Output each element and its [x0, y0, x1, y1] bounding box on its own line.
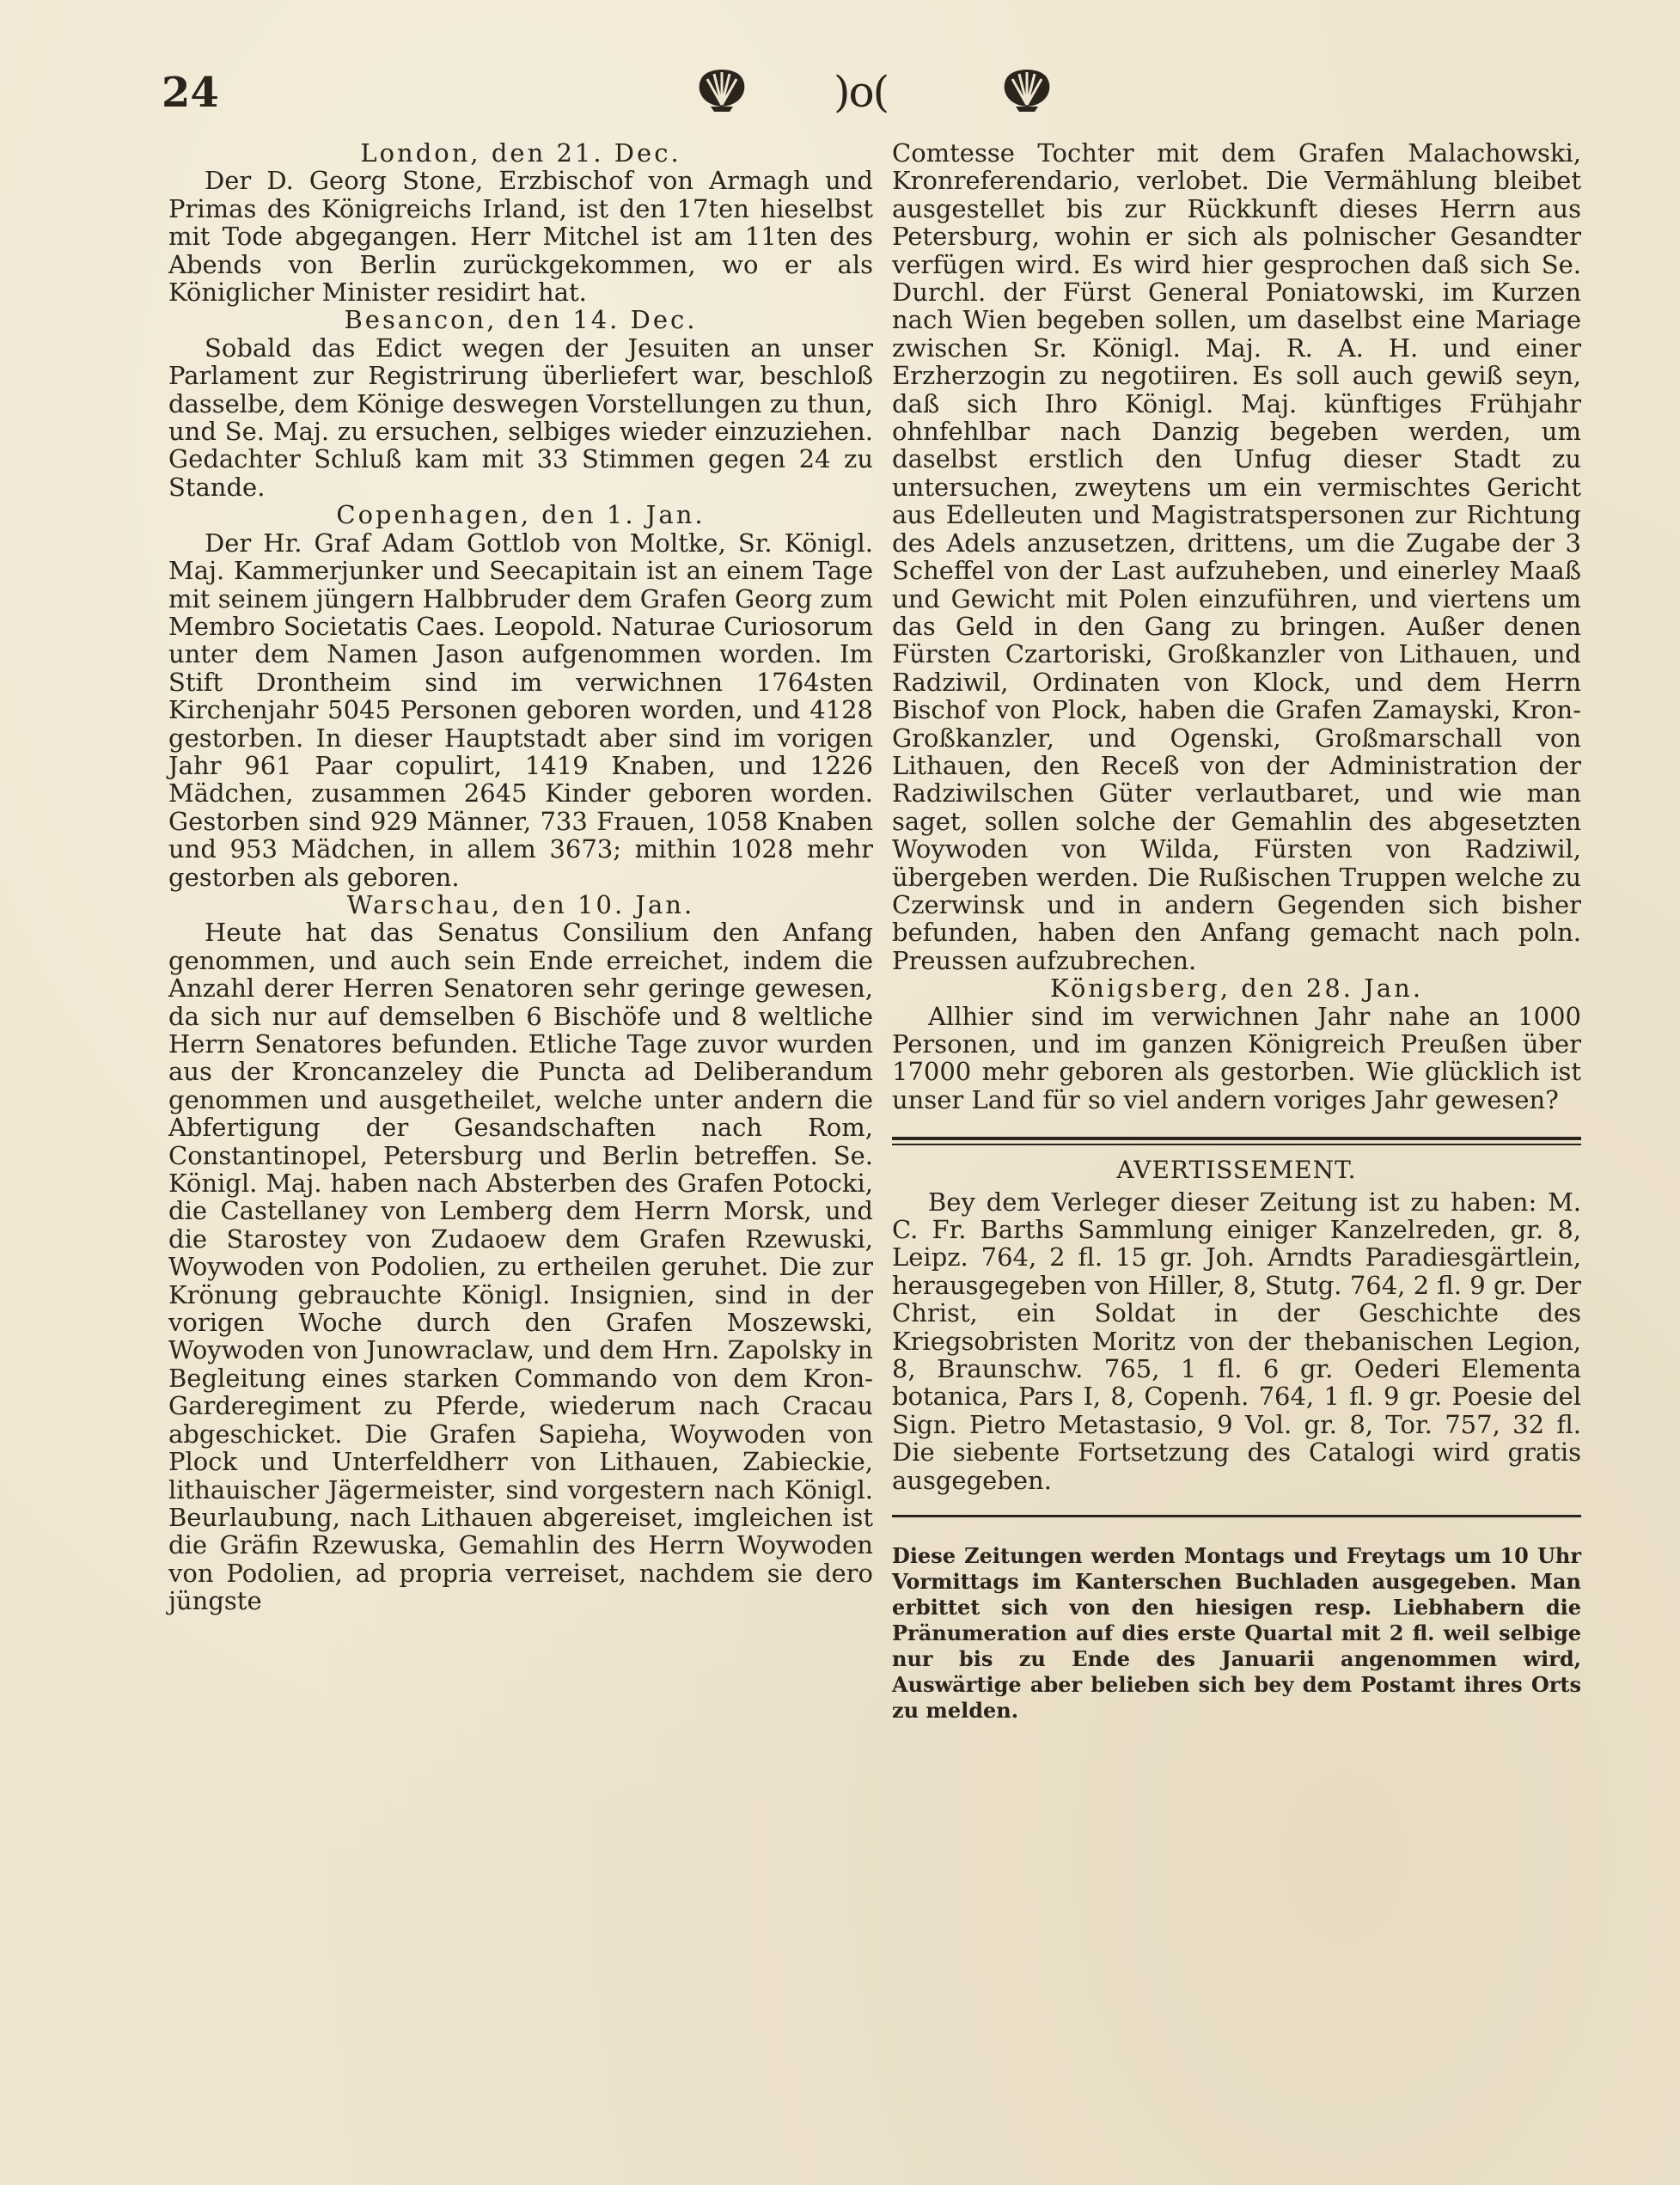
dateline-copenhagen: Copenhagen, den 1. Jan. — [336, 500, 706, 530]
shell-ornament-left-icon — [692, 62, 752, 113]
article-warschau: Heute hat das Senatus Consilium den Anfang genommen, und auch sein Ende erreichet, indem die Anzahl derer Herren Senatoren sehr geringe gewesen, da sich nur auf demselben 6 Bischöfe und 8 weltliche Herrn Senatores befunden. Etliche Tage zuvor wurden aus der Kroncanzeley die Puncta ad Deliberandum genommen und ausgetheilet, welche unter andern die Abfertigung der Gesandschaften nach Rom, Constantinopel, Petersburg und Berlin betreffen. Se. Königl. Maj. haben nach Absterben des Grafen Potocki, die Castellaney von Lemberg dem Herrn Morsk, und die Starostey von Zudaoew dem Grafen Rzewuski, Woywoden von Podolien, zu ertheilen geruhet. Die zur Krönung gebrauchte Königl. Insignien, sind in der vorigen Woche durch den Grafen Moszewski, Woywoden von Junowraclaw, und dem Hrn. Zapolsky in Begleitung eines starken Commando von dem Kron-Garderegiment zu Pferde, wiederum nach Cracau abgeschicket. Die Grafen Sapieha, Woywoden von Plock und Unterfeldherr von Lithauen, Zabieckie, lithauischer Jägermeister, sind vorgestern nach Königl. Beurlaubung, nach Lithauen abgereiset, imgleichen ist die Gräfin Rzewuska, Gemahlin des Herrn Woywoden von Podolien, ad propria verreiset, nachdem sie dero jüngste — [168, 918, 873, 1616]
dateline-london: London, den 21. Dec. — [360, 138, 681, 168]
article-warschau-continued: Comtesse Tochter mit dem Grafen Malachowski, Kronreferendario, verlobet. Die Vermählung bleibet ausgestellet bis zur Rückkunft dieses Herrn aus Petersburg, wohin er sich als polnischer Gesandter verfügen wird. Es wird hier gesprochen daß sich Se. Durchl. der Fürst General Poniatowski, im Kurzen nach Wien begeben sollen, um daselbst eine Mariage zwischen Sr. Königl. Maj. R. A. H. und einer Erzherzogin zu negotiiren. Es soll auch gewiß seyn, daß sich Ihro Königl. Maj. künftiges Frühjahr ohnfehlbar nach Danzig begeben werden, um daselbst erstlich den Unfug dieser Stadt zu untersuchen, zweytens um ein vermischtes Gericht aus Edelleuten und Magistratspersonen zur Richtung des Adels anzusetzen, drittens, um die Zugabe der 3 Scheffel von der Last aufzuheben, und einerley Maaß und Gewicht mit Polen einzuführen, und viertens um das Geld in den Gang zu bringen. Außer denen Fürsten Czartoriski, Großkanzler von Lithauen, und Radziwil, Ordinaten von Klock, und dem Herrn Bischof von Plock, haben die Grafen Zamayski, Kron-Großkanzler, und Ogenski, Großmarschall von Lithauen, den Receß von der Administration der Radziwilschen Güter verlautbaret, und wie man saget, sollen solche der Gemahlin des abgesetzten Woywoden von Wilda, Fürsten von Radziwil, übergeben werden. Die Rußischen Truppen welche zu Czerwinsk und in andern Gegenden sich bisher befunden, haben den Anfang gemacht nach poln. Preussen aufzubrechen. — [892, 138, 1581, 975]
dateline-warschau: Warschau, den 10. Jan. — [346, 889, 695, 919]
article-besancon: Sobald das Edict wegen der Jesuiten an unser Parlament zur Registrirung überliefert war, beschloß dasselbe, dem Könige deswegen Vorstellungen zu thun, und Se. Maj. zu ersuchen, selbiges wieder einzuziehen. Gedachter Schluß kam mit 33 Stimmen gegen 24 zu Stande. — [168, 333, 873, 502]
dateline-besancon: Besancon, den 14. Dec. — [344, 305, 698, 335]
avertissement-text: Bey dem Verleger dieser Zeitung ist zu haben: M. C. Fr. Barths Sammlung einiger Kanzelreden, gr. 8, Leipz. 764, 2 fl. 15 gr. Joh. Arndts Paradiesgärtlein, herausgegeben von Hiller, 8, Stutg. 764, 2 fl. 9 gr. Der Christ, ein Soldat in der Geschichte des Kriegsobristen Moritz von der thebanischen Legion, 8, Braunschw. 765, 1 fl. 6 gr. Oederi Elementa botanica, Pars I, 8, Copenh. 764, 1 fl. 9 gr. Poesie del Sign. Pietro Metastasio, 9 Vol. gr. 8, Tor. 757, 32 fl. Die siebente Fortsetzung des Catalogi wird gratis ausgegeben. — [892, 1187, 1581, 1495]
article-koenigsberg: Allhier sind im verwichnen Jahr nahe an 1000 Personen, und im ganzen Königreich Preußen über 17000 mehr geboren als gestorben. Wie glücklich ist unser Land für so viel andern voriges Jahr gewesen? — [892, 1001, 1581, 1114]
dateline-koenigsberg: Königsberg, den 28. Jan. — [1049, 973, 1424, 1004]
article-london: Der D. Georg Stone, Erzbischof von Armagh und Primas des Königreichs Irland, ist den 17ten hieselbst mit Tode abgegangen. Herr Mitchel ist am 11ten des Abends von Berlin zurückgekommen, wo er als Königlicher Minister residirt hat. — [168, 166, 873, 308]
right-column — [892, 139, 1581, 1724]
article-copenhagen: Der Hr. Graf Adam Gottlob von Moltke, Sr. Königl. Maj. Kammerjunker und Seecapitain ist an einem Tage mit seinem jüngern Halbbruder dem Grafen Georg zum Membro Societatis Caes. Leopold. Naturae Curiosorum unter dem Namen Jason aufgenommen worden. Im Stift Drontheim sind im verwichnen 1764sten Kirchenjahr 5045 Personen geboren worden, und 4128 gestorben. In dieser Hauptstadt aber sind im vorigen Jahr 961 Paar copulirt, 1419 Knaben, und 1226 Mädchen, zusammen 2645 Kinder geboren worden. Gestorben sind 929 Männer, 733 Frauen, 1058 Knaben und 953 Mädchen, in allem 3673; mithin 1028 mehr gestorben als geboren. — [168, 528, 873, 892]
left-column — [168, 139, 873, 1615]
page-number: 24 — [162, 69, 219, 117]
center-ornament: )o( — [834, 67, 889, 117]
notice-divider — [892, 1515, 1581, 1517]
avertissement-heading: AVERTISSEMENT. — [1116, 1156, 1357, 1185]
section-divider — [892, 1132, 1581, 1150]
publication-notice: Diese Zeitungen werden Montags und Freytags um 10 Uhr Vormittags im Kanterschen Buchladen ausgegeben. Man erbittet sich von den hiesigen resp. Liebhabern die Pränumeration auf dies erste Quartal mit 2 fl. weil selbige nur bis zu Ende des Januarii angenommen wird, Auswärtige aber belieben sich bey dem Postamt ihres Orts zu melden. — [892, 1543, 1581, 1724]
shell-ornament-right-icon — [997, 62, 1057, 113]
